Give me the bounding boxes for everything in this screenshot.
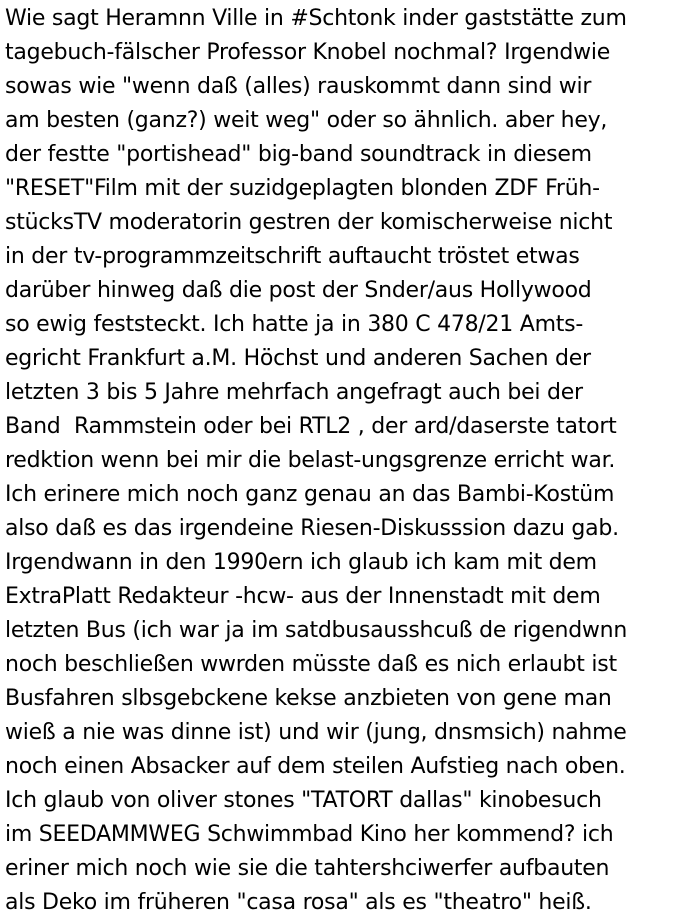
text-line: als Deko im früheren "casa rosa" als es "theatro" heiß.: [5, 890, 592, 915]
text-line: darüber hinweg daß die post der Snder/aus Hollywood: [5, 278, 592, 303]
text-line: so ewig feststeckt. Ich hatte ja in 380 C 478/21 Amts-: [5, 312, 584, 337]
text-line: Ich erinere mich noch ganz genau an das Bambi-Kostüm: [5, 482, 615, 507]
text-line: stücksTV moderatorin gestren der komischerweise nicht: [5, 210, 613, 235]
text-line: wieß a nie was dinne ist) und wir (jung, dnsmsich) nahme: [5, 720, 627, 745]
text-line: sowas wie "wenn daß (alles) rauskommt dann sind wir: [5, 74, 592, 99]
text-line: eriner mich noch wie sie die tahtershciwerfer aufbauten: [5, 856, 610, 881]
text-line: Wie sagt Heramnn Ville in #Schtonk inder gaststätte zum: [5, 6, 627, 31]
text-line: redktion wenn bei mir die belast-ungsgrenze erricht war.: [5, 448, 616, 473]
text-line: "RESET"Film mit der suzidgeplagten blonden ZDF Früh-: [5, 176, 600, 201]
text-line: im SEEDAMMWEG Schwimmbad Kino her kommend? ich: [5, 822, 614, 847]
text-line: in der tv-programmzeitschrift auftaucht tröstet etwas: [5, 244, 580, 269]
text-line: ExtraPlatt Redakteur -hcw- aus der Innenstadt mit dem: [5, 584, 601, 609]
text-line: also daß es das irgendeine Riesen-Diskusssion dazu gab.: [5, 516, 619, 541]
text-line: tagebuch-fälscher Professor Knobel nochmal? Irgendwie: [5, 40, 611, 65]
text-line: Ich glaub von oliver stones "TATORT dallas" kinobesuch: [5, 788, 602, 813]
text-line: egricht Frankfurt a.M. Höchst und anderen Sachen der: [5, 346, 591, 371]
text-line: letzten 3 bis 5 Jahre mehrfach angefragt auch bei der: [5, 380, 583, 405]
body-text: [5, 2, 681, 920]
text-line: letzten Bus (ich war ja im satdbusausshcuß de rigendwnn: [5, 618, 628, 643]
text-line: Busfahren slbsgebckene kekse anzbieten von gene man: [5, 686, 612, 711]
text-line: Irgendwann in den 1990ern ich glaub ich kam mit dem: [5, 550, 597, 575]
text-line: am besten (ganz?) weit weg" oder so ähnlich. aber hey,: [5, 108, 608, 133]
text-line: Band Rammstein oder bei RTL2 , der ard/daserste tatort: [5, 414, 617, 439]
text-line: noch einen Absacker auf dem steilen Aufstieg nach oben.: [5, 754, 626, 779]
text-line: noch beschließen wwrden müsste daß es nich erlaubt ist: [5, 652, 617, 677]
text-line: der festte "portishead" big-band soundtrack in diesem: [5, 142, 592, 167]
